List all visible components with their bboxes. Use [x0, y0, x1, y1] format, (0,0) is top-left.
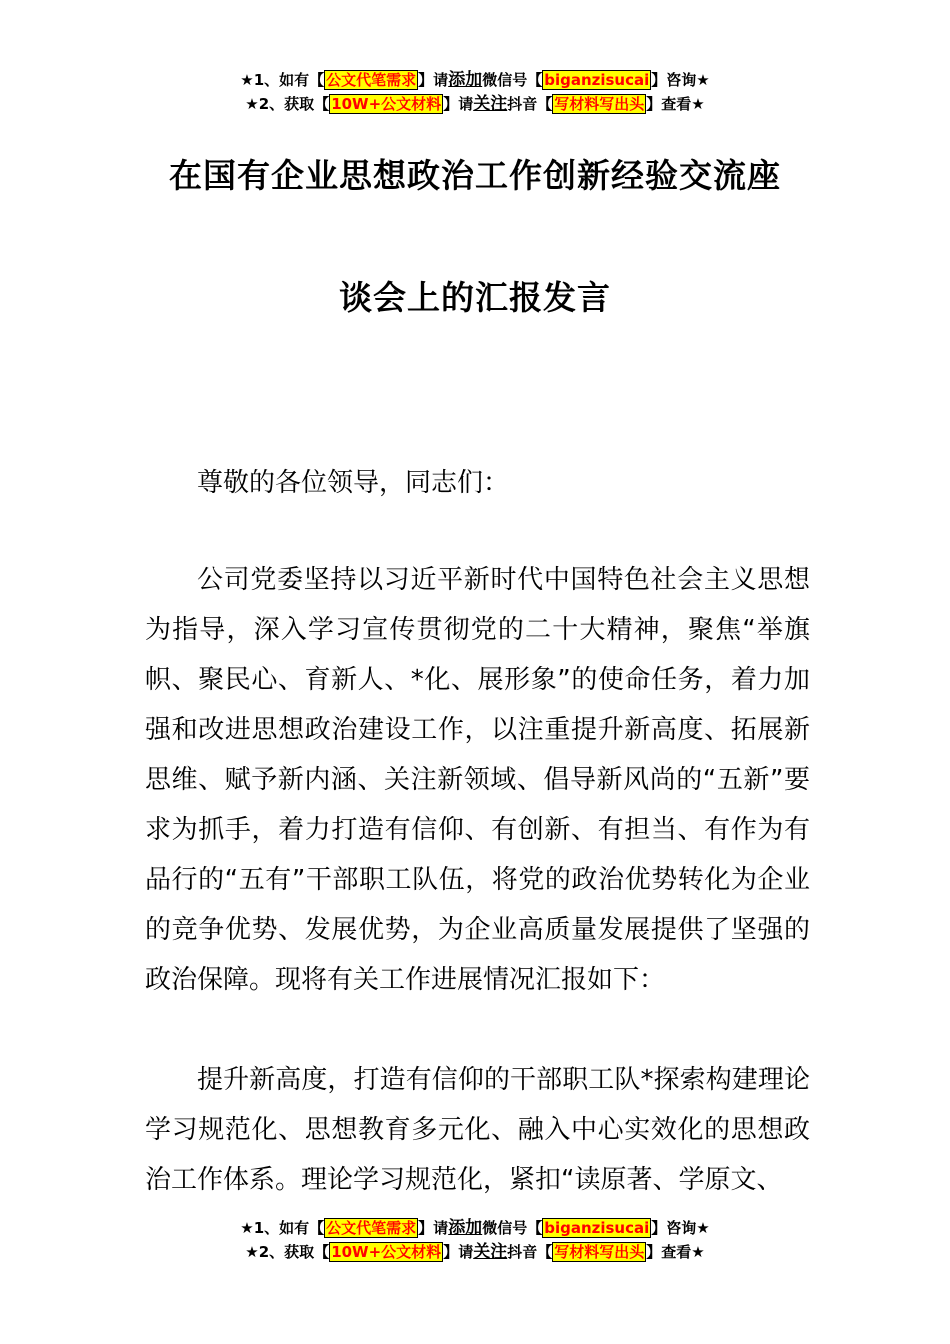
- promo-text: ★1、如有【: [240, 71, 325, 89]
- promo-line-2: [0, 92, 950, 116]
- document-title-line-1: 在国有企业思想政治工作创新经验交流座: [169, 156, 781, 195]
- promo-text: 】请: [418, 71, 449, 89]
- promo-text: 】查看★: [646, 95, 705, 113]
- promo-text: 微信号【: [482, 1219, 543, 1237]
- promo-highlight-wechat: biganzisucai: [544, 71, 650, 89]
- promo-banner-top: [0, 68, 950, 116]
- promo-text: ★2、获取【: [245, 1243, 330, 1261]
- promo-highlight: 公文代笔需求: [326, 1219, 417, 1237]
- promo-text: 】请: [418, 1219, 449, 1237]
- promo-highlight-douyin: 写材料写出头: [554, 1243, 645, 1261]
- promo-text: 】请: [443, 1243, 474, 1261]
- promo-line-1: [0, 1216, 950, 1240]
- body-paragraph-2: 提升新高度，打造有信仰的干部职工队*探索构建理论学习规范化、思想教育多元化、融入中心实效化的思想政治工作体系。理论学习规范化，紧扣“读原著、学原文、: [145, 1065, 810, 1195]
- promo-text: 】查看★: [646, 1243, 705, 1261]
- promo-emphasis: 关注: [473, 1242, 508, 1262]
- promo-emphasis: 关注: [473, 94, 508, 114]
- promo-highlight: 10W+公文材料: [331, 1243, 442, 1261]
- promo-banner-bottom: [0, 1216, 950, 1264]
- promo-emphasis: 添加: [448, 1218, 483, 1238]
- body-paragraph-1: 公司党委坚持以习近平新时代中国特色社会主义思想为指导，深入学习宣传贯彻党的二十大精神，聚焦“举旗帜、聚民心、育新人、*化、展形象”的使命任务，着力加强和改进思想政治建设工作，以注重提升新高度、拓展新思维、赋予新内涵、关注新领域、倡导新风尚的“五新”要求为抓手，着力打造有信仰、有创新、有担当、有作为有品行的“五有”干部职工队伍，将党的政治优势转化为企业的竞争优势、发展优势，为企业高质量发展提供了坚强的政治保障。现将有关工作进展情况汇报如下：: [145, 565, 810, 995]
- promo-text: 】咨询★: [651, 1219, 710, 1237]
- promo-line-2: [0, 1240, 950, 1264]
- promo-highlight-wechat: biganzisucai: [544, 1219, 650, 1237]
- promo-highlight: 10W+公文材料: [331, 95, 442, 113]
- promo-text: 微信号【: [482, 71, 543, 89]
- promo-highlight-douyin: 写材料写出头: [554, 95, 645, 113]
- promo-line-1: [0, 68, 950, 92]
- promo-text: 抖音【: [507, 95, 553, 113]
- promo-highlight: 公文代笔需求: [326, 71, 417, 89]
- promo-text: 】请: [443, 95, 474, 113]
- promo-emphasis: 添加: [448, 70, 483, 90]
- promo-text: 抖音【: [507, 1243, 553, 1261]
- promo-text: ★2、获取【: [245, 95, 330, 113]
- salutation: 尊敬的各位领导，同志们：: [197, 468, 510, 498]
- document-title-line-2: 谈会上的汇报发言: [339, 278, 611, 317]
- promo-text: 】咨询★: [651, 71, 710, 89]
- promo-text: ★1、如有【: [240, 1219, 325, 1237]
